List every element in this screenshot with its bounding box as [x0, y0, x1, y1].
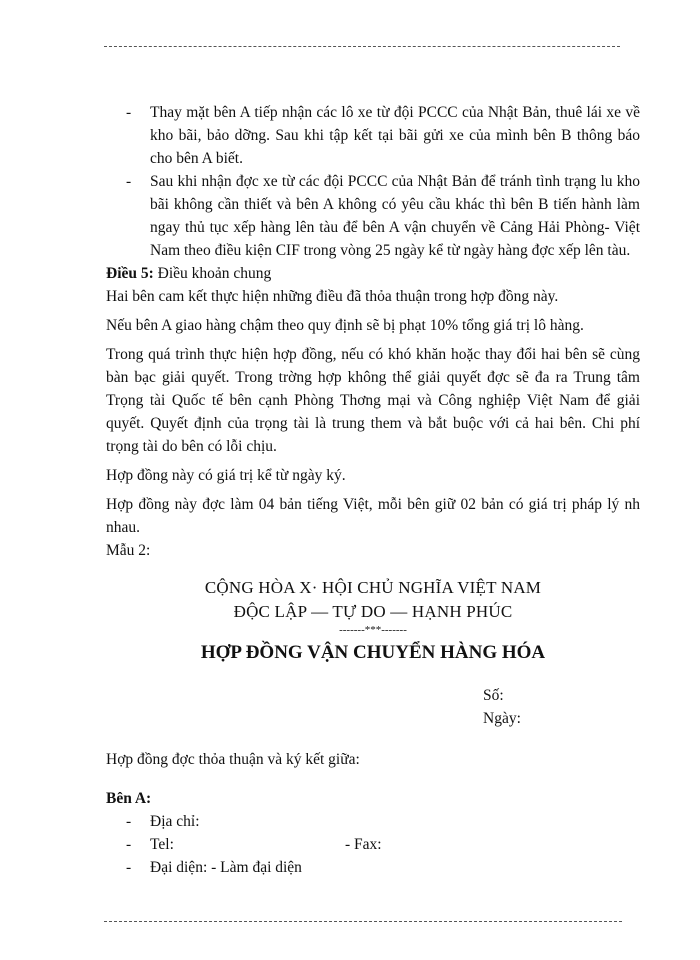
bullet-text: Thay mặt bên A tiếp nhận các lô xe từ đội PCCC của Nhật Bản, thuê lái xe về kho bãi, bảo dỡng. Sau khi tập kết tại bãi gửi xe của mình bên B thông báo cho bên A biết. — [150, 104, 640, 167]
paragraph: Hợp đồng này đợc làm 04 bản tiếng Việt, mỗi bên giữ 02 bản có giá trị pháp lý nh nhau. — [106, 496, 640, 536]
representative-label: Đại diện: - Làm đại diện — [150, 859, 302, 876]
paragraph: Hai bên cam kết thực hiện những điều đã thỏa thuận trong hợp đồng này. — [106, 288, 559, 305]
article-heading — [106, 262, 640, 285]
bullet-text: Sau khi nhận đợc xe từ các đội PCCC của Nhật Bản để tránh tình trạng lu kho bãi không cần thiết và bên A không có yêu cầu khác thì bên B tiến hành làm ngay thủ tục xếp hàng lên tàu để bên A vận chuyển về Cảng Hải Phòng- Việt Nam theo điều kiện CIF trong vòng 25 ngày kể từ ngày hàng đợc xếp lên tàu. — [150, 173, 640, 259]
date-label: Ngày: — [483, 710, 521, 727]
contract-title: HỢP ĐỒNG VẬN CHUYỂN HÀNG HÓA — [200, 642, 546, 663]
bullet-dash: - — [126, 173, 132, 190]
template-label: Mẫu 2: — [106, 542, 151, 559]
bullet-dash: - — [126, 836, 132, 853]
number-label: Số: — [483, 687, 504, 704]
party-a-representative-row — [106, 856, 640, 879]
tel-label: Tel: — [150, 836, 174, 853]
bullet-dash: - — [126, 813, 132, 830]
bullet-dash: - — [126, 104, 132, 121]
address-label: Địa chỉ: — [150, 813, 200, 830]
footer-dashed-rule — [104, 921, 622, 922]
party-a-label: Bên A: — [106, 790, 152, 807]
paragraph: Trong quá trình thực hiện hợp đồng, nếu có khó khăn hoặc thay đổi hai bên sẽ cùng bàn bạc giải quyết. Trong trờng hợp không thể giải quyết đợc sẽ đa ra Trung tâm Trọng tài Quốc tế bên cạnh Phòng Thơng mại và Công nghiệp Việt Nam để giải quyết. Quyết định của trọng tài là trung them và bắt buộc với cả hai bên. Chi phí trọng tài do bên có lỗi chịu. — [106, 346, 640, 455]
motto-heading: ĐỘC LẬP — TỰ DO — HẠNH PHÚC — [233, 602, 513, 621]
party-a-address-row — [106, 810, 640, 833]
list-item — [106, 170, 640, 262]
number-date-block — [483, 684, 640, 730]
paragraph: Hợp đồng này có giá trị kể từ ngày ký. — [106, 467, 346, 484]
list-item — [106, 101, 640, 170]
document-body — [106, 101, 640, 879]
article-title: Điều khoản chung — [153, 265, 272, 282]
header-dashed-rule — [104, 46, 620, 47]
fax-label: - Fax: — [345, 836, 382, 853]
agreement-line: Hợp đồng đợc thỏa thuận và ký kết giữa: — [106, 751, 360, 768]
nation-heading: CỘNG HÒA X· HỘI CHỦ NGHĨA VIỆT NAM — [204, 578, 542, 597]
ornament-stars: -------***------- — [339, 624, 407, 636]
paragraph: Nếu bên A giao hàng chậm theo quy định sẽ bị phạt 10% tổng giá trị lô hàng. — [106, 317, 584, 334]
bullet-dash: - — [126, 859, 132, 876]
party-a-contact-row — [106, 833, 640, 856]
article-label: Điều 5: — [106, 265, 154, 282]
